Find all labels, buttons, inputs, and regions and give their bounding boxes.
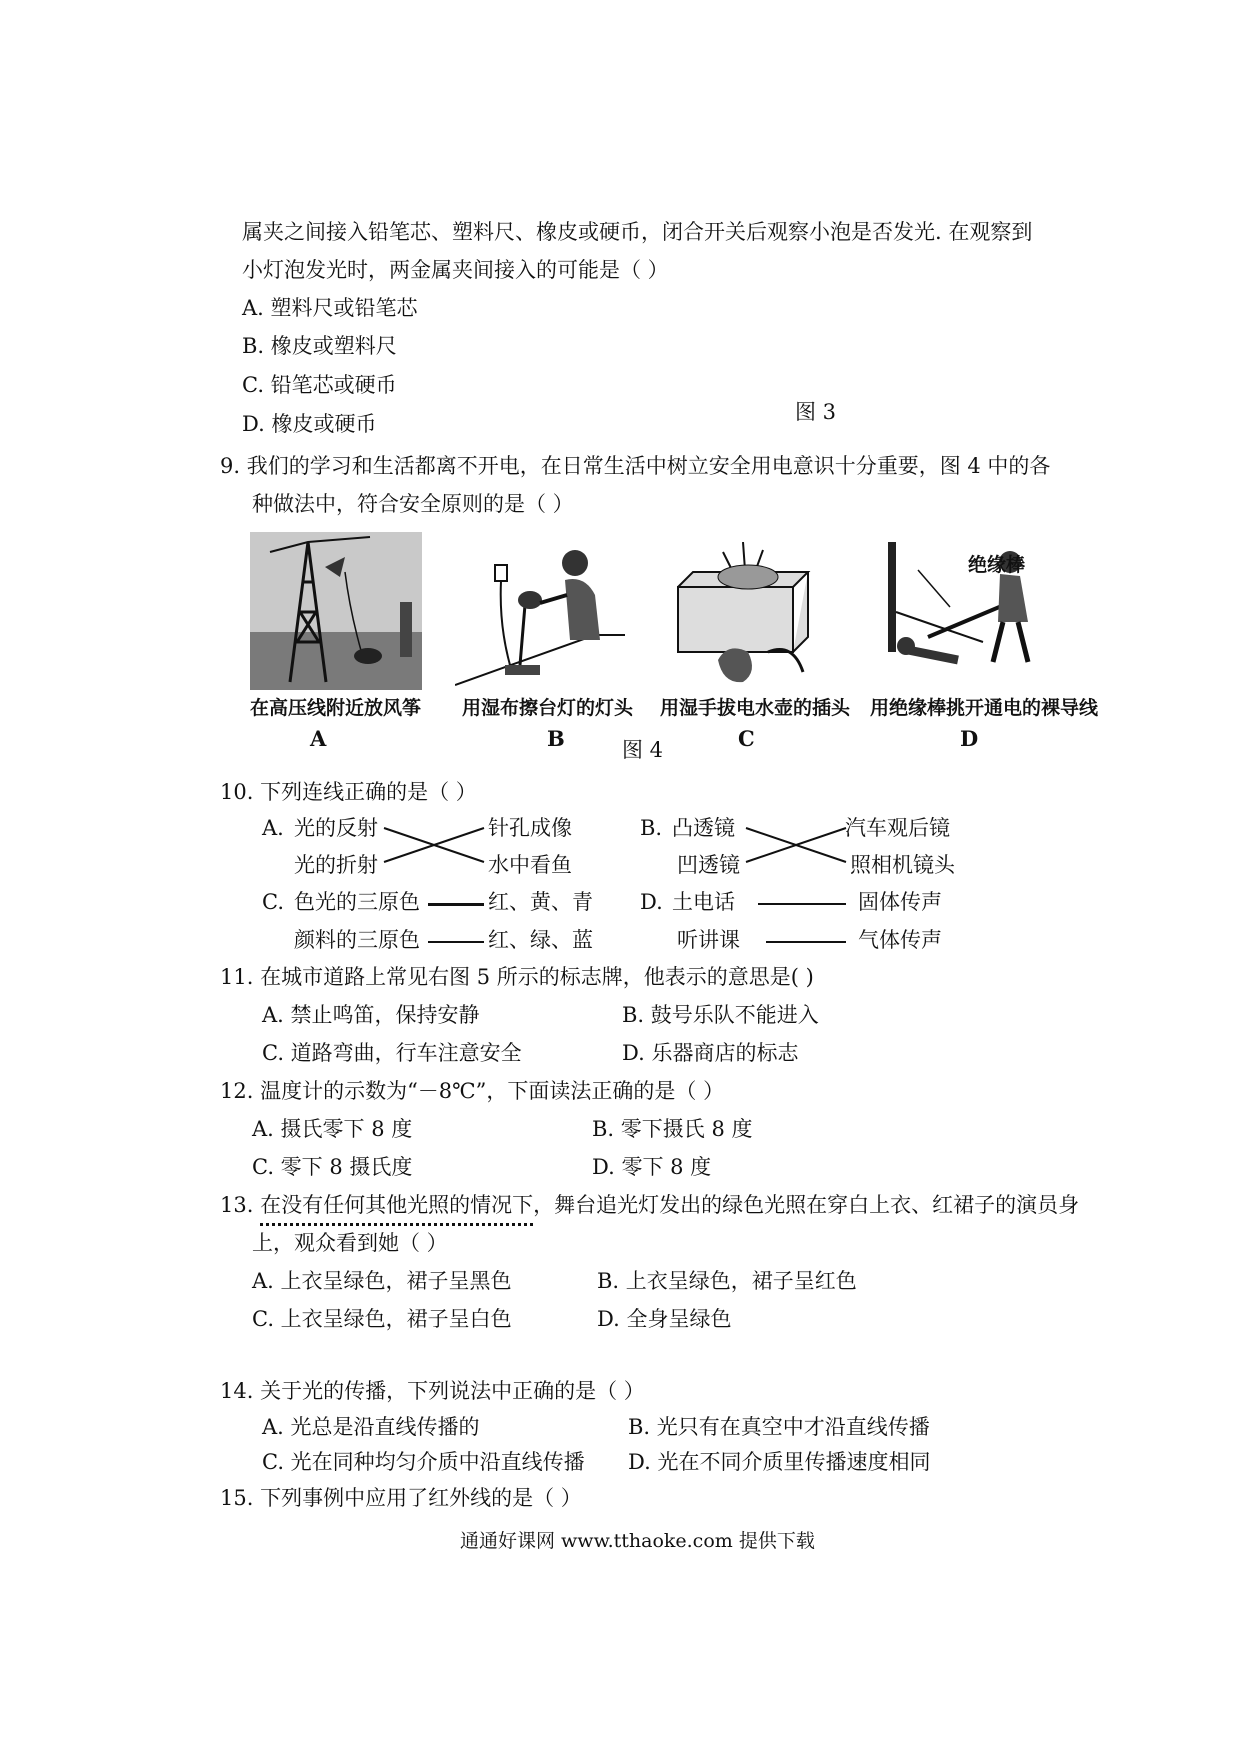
q14-option-d: D. 光在不同介质里传播速度相同	[628, 1450, 931, 1474]
q12-option-d: D. 零下 8 度	[592, 1155, 712, 1179]
q10-c-left-1: 色光的三原色	[294, 890, 420, 914]
q11-option-d: D. 乐器商店的标志	[622, 1041, 799, 1065]
q8-continuation-line2: 小灯泡发光时，两金属夹间接入的可能是（ ）	[242, 258, 669, 282]
q10-a-cross-lines	[380, 820, 490, 870]
q10-d-connector-1	[758, 903, 846, 905]
q10-d-letter: D.	[640, 890, 663, 914]
q13-stem-rest: ，舞台追光灯发出的绿色光照在穿白上衣、红裙子的演员身	[533, 1193, 1080, 1217]
q10-a-left-1: 光的反射	[294, 816, 378, 840]
q10-a-right-1: 针孔成像	[488, 816, 572, 840]
q10-b-left-1: 凸透镜	[672, 816, 735, 840]
kite-near-power-line-illustration	[250, 532, 422, 690]
q10-c-right-1: 红、黄、青	[488, 890, 593, 914]
figure-4a-caption: 在高压线附近放风筝	[250, 697, 422, 719]
q14-option-b: B. 光只有在真空中才沿直线传播	[628, 1415, 930, 1439]
q12-stem: 12. 温度计的示数为“－8℃”，下面读法正确的是（ ）	[220, 1079, 725, 1103]
q12-option-a: A. 摄氏零下 8 度	[252, 1117, 413, 1141]
q10-c-letter: C.	[262, 890, 284, 914]
q8-option-c: C. 铅笔芯或硬币	[242, 373, 397, 397]
q14-stem: 14. 关于光的传播，下列说法中正确的是（ ）	[220, 1379, 645, 1403]
q10-c-right-2: 红、绿、蓝	[488, 928, 593, 952]
q13-option-c: C. 上衣呈绿色，裙子呈白色	[252, 1307, 512, 1331]
q10-b-left-2: 凹透镜	[677, 853, 740, 877]
q10-a-right-2: 水中看鱼	[488, 853, 572, 877]
q13-option-a: A. 上衣呈绿色，裙子呈黑色	[252, 1269, 512, 1293]
q10-c-left-2: 颜料的三原色	[294, 928, 420, 952]
q10-b-cross-lines	[742, 820, 850, 870]
q11-stem: 11. 在城市道路上常见右图 5 所示的标志牌，他表示的意思是( )	[220, 965, 814, 989]
figure-4b-letter: B	[547, 726, 565, 751]
q13-option-d: D. 全身呈绿色	[597, 1307, 732, 1331]
q11-option-a: A. 禁止鸣笛，保持安静	[262, 1003, 480, 1027]
q15-stem: 15. 下列事例中应用了红外线的是（ ）	[220, 1486, 582, 1510]
q10-d-left-1: 土电话	[672, 890, 735, 914]
figure-4-label: 图 4	[622, 738, 664, 762]
q10-b-letter: B.	[640, 816, 663, 840]
q12-option-b: B. 零下摄氏 8 度	[592, 1117, 753, 1141]
page-footer: 通通好课网 www.tthaoke.com 提供下载	[460, 1530, 815, 1552]
q10-c-connector-2	[428, 941, 484, 943]
q13-stem-line2: 上，观众看到她（ ）	[252, 1231, 448, 1255]
q13-emphasized-condition: 在没有任何其他光照的情况下	[260, 1193, 533, 1226]
q8-option-a: A. 塑料尺或铅笔芯	[242, 296, 418, 320]
q10-a-letter: A.	[262, 816, 284, 840]
q12-option-c: C. 零下 8 摄氏度	[252, 1155, 413, 1179]
q10-d-left-2: 听讲课	[677, 928, 740, 952]
figure-4d-letter: D	[960, 726, 979, 751]
q10-b-right-2: 照相机镜头	[850, 853, 955, 877]
q8-continuation-line1: 属夹之间接入铅笔芯、塑料尺、橡皮或硬币，闭合开关后观察小泡是否发光. 在观察到	[242, 220, 1033, 244]
wet-cloth-lamp-illustration	[455, 545, 625, 690]
insulating-rod-label: 绝缘棒	[968, 554, 1026, 576]
q10-d-right-1: 固体传声	[858, 890, 942, 914]
q14-option-c: C. 光在同种均匀介质中沿直线传播	[262, 1450, 585, 1474]
q10-a-left-2: 光的折射	[294, 853, 378, 877]
q10-d-connector-2	[766, 941, 846, 943]
q13-stem-line1	[220, 1195, 1079, 1216]
figure-3-label: 图 3	[795, 400, 837, 424]
q11-option-c: C. 道路弯曲，行车注意安全	[262, 1041, 522, 1065]
q9-stem-line2: 种做法中，符合安全原则的是（ ）	[252, 492, 574, 516]
figure-4c-letter: C	[738, 726, 755, 751]
q9-stem-line1: 9. 我们的学习和生活都离不开电，在日常生活中树立安全用电意识十分重要，图 4 中的各	[220, 454, 1051, 478]
q11-option-b: B. 鼓号乐队不能进入	[622, 1003, 819, 1027]
q13-number: 13.	[220, 1193, 261, 1217]
figure-4d-caption: 用绝缘棒挑开通电的裸导线	[870, 697, 1099, 719]
q13-option-b: B. 上衣呈绿色，裙子呈红色	[597, 1269, 857, 1293]
q10-stem: 10. 下列连线正确的是（ ）	[220, 780, 477, 804]
figure-4a-letter: A	[310, 726, 327, 751]
figure-4b-caption: 用湿布擦台灯的灯头	[462, 697, 634, 719]
q8-option-d: D. 橡皮或硬币	[242, 412, 377, 436]
figure-4c-caption: 用湿手拔电水壶的插头	[660, 697, 851, 719]
q14-option-a: A. 光总是沿直线传播的	[262, 1415, 480, 1439]
q8-option-b: B. 橡皮或塑料尺	[242, 334, 397, 358]
wet-hand-kettle-plug-illustration	[673, 542, 823, 690]
q10-b-right-1: 汽车观后镜	[845, 816, 950, 840]
q10-d-right-2: 气体传声	[858, 928, 942, 952]
q10-c-connector-1	[428, 903, 484, 906]
